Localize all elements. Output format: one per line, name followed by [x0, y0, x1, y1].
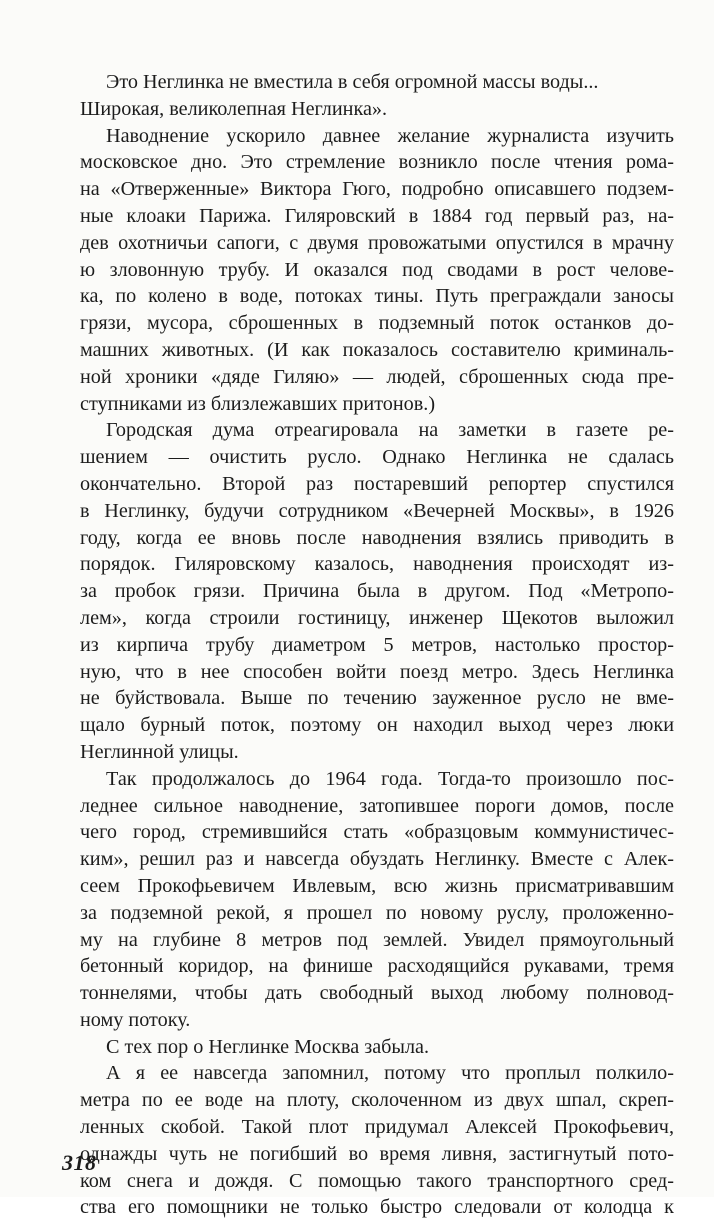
text-line: метра по ее воде на плоту, сколоченном из двух шпал, скреп- [80, 1089, 674, 1112]
text-line: ства его помощники не только быстро следовали от колодца к [80, 1196, 674, 1219]
text-line: Городская дума отреагировала на заметки в газете ре- [106, 419, 674, 442]
text-line: машних животных. (И как показалось составителю криминаль- [80, 338, 674, 361]
text-line: окончательно. Второй раз постаревший репортер спустился [80, 472, 674, 495]
text-line: ные клоаки Парижа. Гиляровский в 1884 год первый раз, на- [80, 204, 674, 227]
body-text [80, 69, 674, 1221]
text-line: Неглинной улицы. [80, 740, 239, 763]
text-line: сеем Прокофьевичем Ивлевым, всю жизнь присматривавшим [80, 874, 674, 897]
text-line: ступниками из близлежавших притонов.) [80, 392, 436, 415]
text-line: порядок. Гиляровскому казалось, наводнения происходят из- [80, 553, 674, 576]
text-line: му на глубине 8 метров под землей. Увидел прямоугольный [80, 928, 674, 951]
page-number: 318 [62, 1150, 97, 1175]
text-line: Наводнение ускорило давнее желание журналиста изучить [106, 124, 674, 147]
text-line: из кирпича трубу диаметром 5 метров, настолько простор- [80, 633, 674, 656]
text-line: бетонный коридор, на финише расходящийся рукавами, тремя [80, 955, 674, 978]
text-line: грязи, мусора, сброшенных в подземный поток останков до- [80, 312, 674, 335]
text-line: шением — очистить русло. Однако Неглинка не сдалась [80, 446, 674, 469]
text-line: году, когда ее вновь после наводнения взялись приводить в [80, 526, 674, 549]
text-line: московское дно. Это стремление возникло после чтения рома- [80, 151, 674, 174]
text-line: за подземной рекой, я прошел по новому руслу, проложенно- [80, 901, 674, 924]
text-line: в Неглинку, будучи сотрудником «Вечерней Москвы», в 1926 [80, 499, 674, 522]
text-line: Это Неглинка не вместила в себя огромной массы воды... [106, 71, 599, 93]
text-line: С тех пор о Неглинке Москва забыла. [106, 1035, 430, 1058]
text-line: щало бурный поток, поэтому он находил выход через люки [80, 714, 674, 737]
text-line: ленных скобой. Такой плот придумал Алексей Прокофьевич, [80, 1116, 674, 1139]
text-line: за пробок грязи. Причина была в другом. Под «Метропо- [80, 580, 674, 603]
text-line: дев охотничьи сапоги, с двумя провожатыми опустился в мрачну [80, 231, 674, 254]
text-line: Широкая, великолепная Неглинка». [80, 97, 388, 120]
text-line: леднее сильное наводнение, затопившее пороги домов, после [80, 794, 674, 817]
text-line: лем», когда строили гостиницу, инженер Щекотов выложил [80, 606, 674, 629]
text-line: не буйствовала. Выше по течению зауженное русло не вме- [80, 687, 674, 710]
text-line: чего город, стремившийся стать «образцовым коммунистичес- [80, 821, 674, 844]
text-line: ка, по колено в воде, потоках тины. Путь преграждали заносы [80, 285, 674, 308]
text-line: ной хроники «дяде Гиляю» — людей, сброшенных сюда пре- [80, 365, 674, 388]
text-line: ную, что в нее способен войти поезд метро. Здесь Неглинка [80, 660, 674, 683]
text-line: ком снега и дождя. С помощью такого транспортного сред- [80, 1169, 674, 1192]
text-line: однажды чуть не погибший во время ливня, застигнутый пото- [80, 1142, 674, 1165]
text-line: Так продолжалось до 1964 года. Тогда-то произошло пос- [106, 767, 674, 790]
text-line: тоннелями, чтобы дать свободный выход любому полновод- [80, 982, 674, 1005]
text-line: на «Отверженные» Виктора Гюго, подробно описавшего подзем- [80, 178, 674, 201]
text-line: ю зловонную трубу. И оказался под сводами в рост челове- [80, 258, 674, 281]
text-line: ким», решил раз и навсегда обуздать Неглинку. Вместе с Алек- [80, 848, 674, 871]
text-line: ному потоку. [80, 1008, 191, 1031]
text-line: А я ее навсегда запомнил, потому что проплыл полкило- [106, 1062, 674, 1085]
